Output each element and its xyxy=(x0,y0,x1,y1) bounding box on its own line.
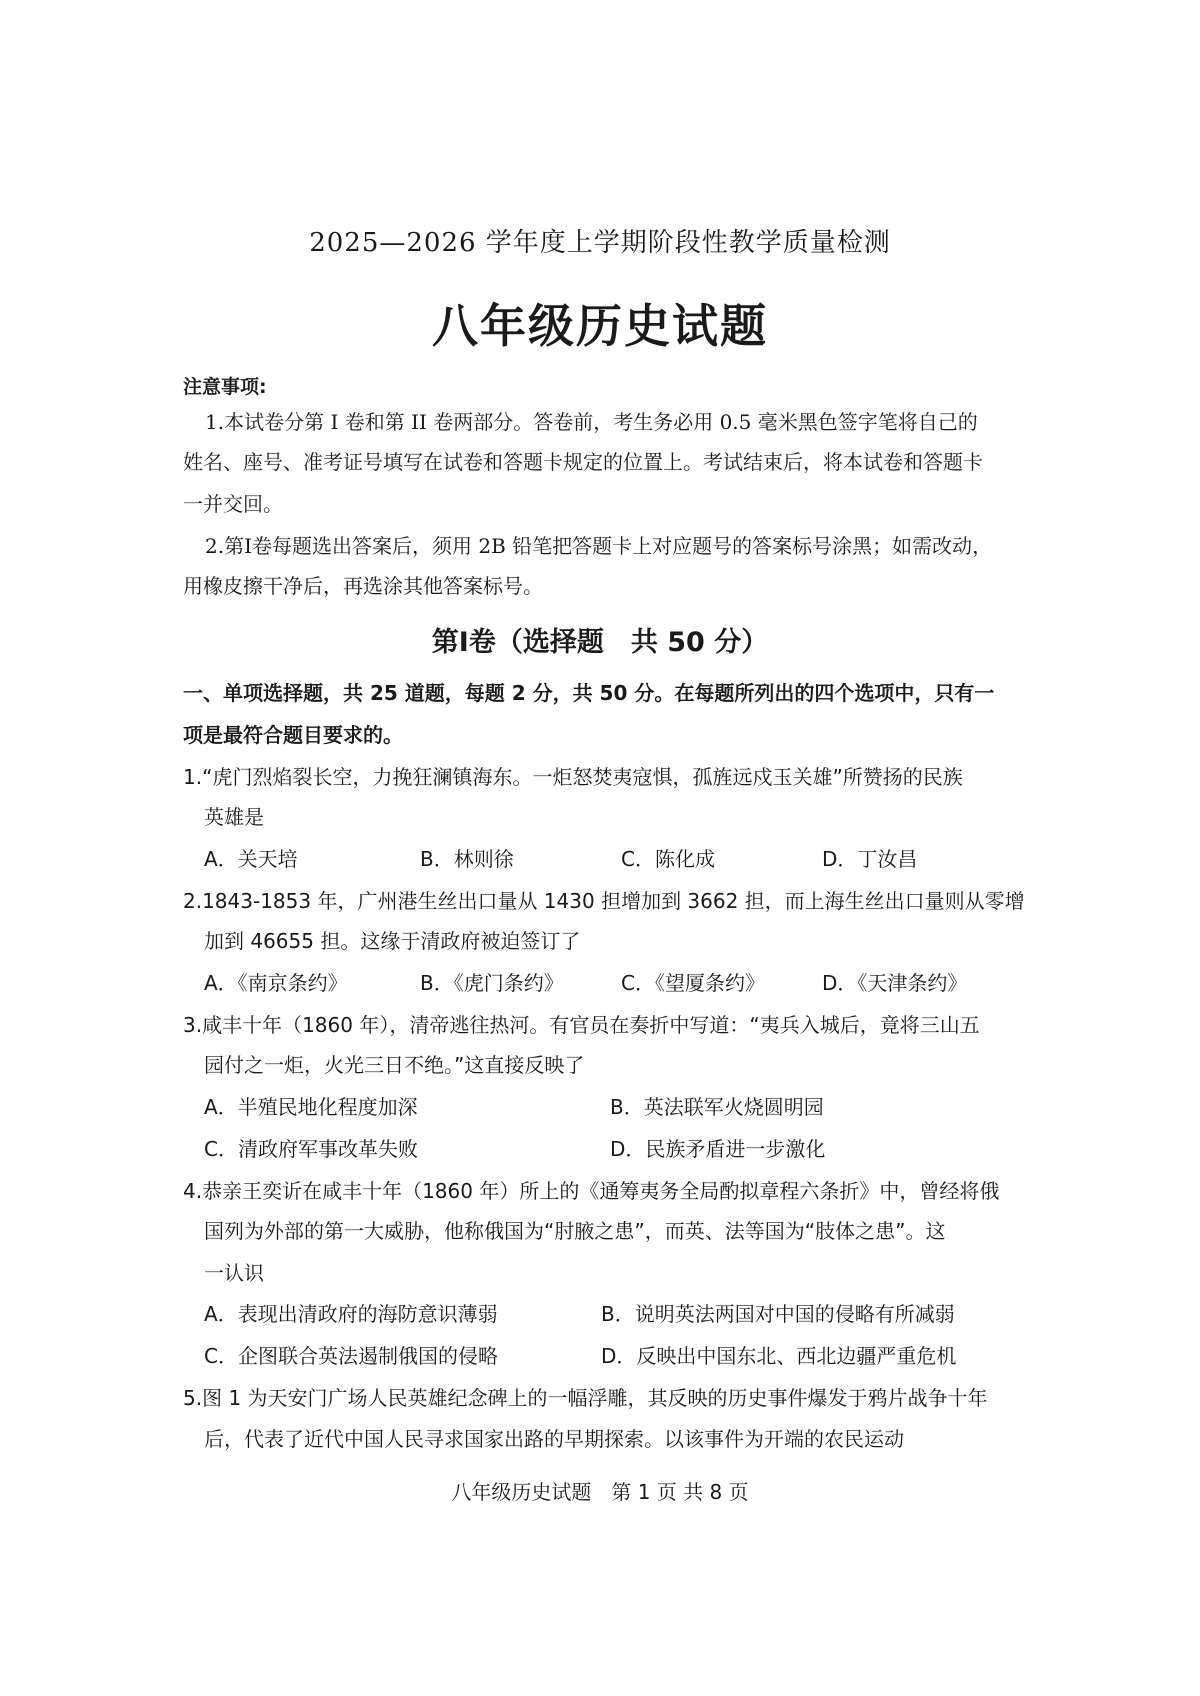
question-1-option-a: A．关天培 xyxy=(204,847,298,871)
section-instruction-line-2: 项是最符合题目要求的。 xyxy=(183,723,403,747)
question-4-option-a: A．表现出清政府的海防意识薄弱 xyxy=(204,1302,498,1326)
question-1-option-c: C．陈化成 xyxy=(621,847,715,871)
exam-title: 八年级历史试题 xyxy=(432,299,768,353)
question-1-option-d: D．丁汝昌 xyxy=(822,847,918,871)
question-5-line-2: 后，代表了近代中国人民寻求国家出路的早期探索。以该事件为开端的农民运动 xyxy=(204,1427,904,1451)
notice-item-1-line-1: 1.本试卷分第 I 卷和第 II 卷两部分。答卷前，考生务必用 0.5 毫米黑色签字笔将自己的 xyxy=(205,410,978,434)
question-4-line-3: 一认识 xyxy=(204,1261,264,1285)
notice-item-2-line-1: 2.第Ⅰ卷每题选出答案后，须用 2B 铅笔把答题卡上对应题号的答案标号涂黑；如需改动， xyxy=(205,534,993,558)
exam-subtitle: 2025—2026 学年度上学期阶段性教学质量检测 xyxy=(309,228,891,258)
question-2-option-d: D．《天津条约》 xyxy=(822,971,968,995)
question-4-line-1: 4.恭亲王奕䜣在咸丰十年（1860 年）所上的《通筹夷务全局酌拟章程六条折》中，曾经将俄 xyxy=(183,1179,1000,1203)
question-2-line-1: 2.1843-1853 年，广州港生丝出口量从 1430 担增加到 3662 担，而上海生丝出口量则从零增 xyxy=(183,889,1025,913)
question-1-line-1: 1.“虎门烈焰裂长空，力挽狂澜镇海东。一炬怒焚夷寇惧，孤旌远戍玉关雄”所赞扬的民族 xyxy=(183,765,963,789)
question-4-option-d: D．反映出中国东北、西北边疆严重危机 xyxy=(601,1344,957,1368)
question-5-line-1: 5.图 1 为天安门广场人民英雄纪念碑上的一幅浮雕，其反映的历史事件爆发于鸦片战争十年 xyxy=(183,1386,988,1410)
notice-item-1-line-2: 姓名、座号、准考证号填写在试卷和答题卡规定的位置上。考试结束后，将本试卷和答题卡 xyxy=(183,450,983,474)
question-1-line-2: 英雄是 xyxy=(204,805,264,829)
question-1-option-b: B．林则徐 xyxy=(420,847,514,871)
question-2-line-2: 加到 46655 担。这缘于清政府被迫签订了 xyxy=(204,929,581,953)
question-2-option-c: C．《望厦条约》 xyxy=(621,971,765,995)
page-footer: 八年级历史试题 第 1 页 共 8 页 xyxy=(451,1480,749,1504)
question-4-line-2: 国列为外部的第一大威胁，他称俄国为“肘腋之患”，而英、法等国为“肢体之患”。这 xyxy=(204,1219,946,1243)
section-instruction-line-1: 一、单项选择题，共 25 道题，每题 2 分，共 50 分。在每题所列出的四个选项中，只有一 xyxy=(183,681,995,705)
question-3-line-2: 园付之一炬，火光三日不绝。”这直接反映了 xyxy=(204,1053,585,1077)
question-3-option-d: D．民族矛盾进一步激化 xyxy=(610,1137,826,1161)
question-3-option-a: A．半殖民地化程度加深 xyxy=(204,1095,418,1119)
section-title: 第Ⅰ卷（选择题 共 50 分） xyxy=(431,627,769,658)
notice-heading: 注意事项: xyxy=(183,376,267,398)
question-4-option-b: B．说明英法两国对中国的侵略有所减弱 xyxy=(601,1302,955,1326)
notice-item-2-line-2: 用橡皮擦干净后，再选涂其他答案标号。 xyxy=(183,574,543,598)
question-3-line-1: 3.咸丰十年（1860 年），清帝逃往热河。有官员在奏折中写道：“夷兵入城后，竟将三山五 xyxy=(183,1013,980,1037)
notice-item-1-line-3: 一并交回。 xyxy=(183,492,283,516)
question-3-option-b: B．英法联军火烧圆明园 xyxy=(610,1095,824,1119)
question-4-option-c: C．企图联合英法遏制俄国的侵略 xyxy=(204,1344,498,1368)
question-2-option-a: A．《南京条约》 xyxy=(204,971,348,995)
question-3-option-c: C．清政府军事改革失败 xyxy=(204,1137,418,1161)
question-2-option-b: B．《虎门条约》 xyxy=(420,971,564,995)
